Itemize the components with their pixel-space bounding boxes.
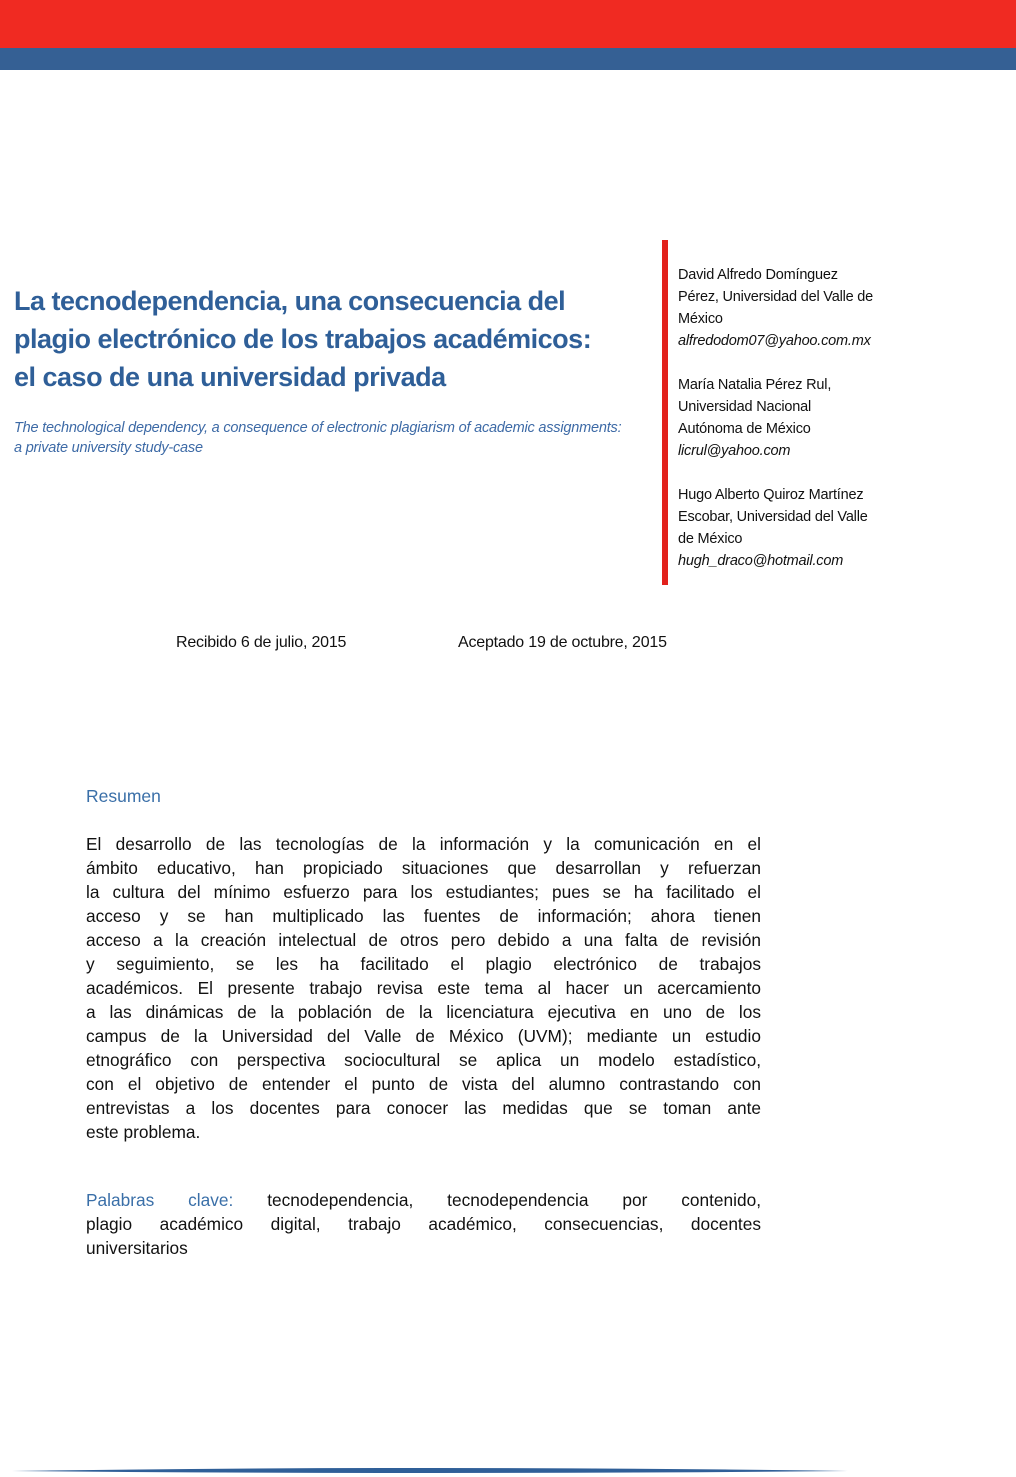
- author-line: México: [678, 311, 723, 327]
- keywords-text: tecnodependencia, tecnodependencia por contenido,: [233, 1190, 761, 1210]
- abstract-line: con el objetivo de entender el punto de vista del alumno contrastando con: [86, 1074, 761, 1094]
- footer-rule: [12, 1464, 848, 1476]
- article-title-line: plagio electrónico de los trabajos académicos:: [14, 324, 592, 354]
- english-title-line: a private university study-case: [14, 440, 203, 456]
- english-title: [14, 418, 654, 458]
- author-line: Universidad Nacional: [678, 399, 812, 415]
- abstract-line: a las dinámicas de la población de la licenciatura ejecutiva en uno de los: [86, 1002, 761, 1022]
- abstract-line: este problema.: [86, 1122, 201, 1142]
- author-entry: [678, 484, 918, 572]
- author-line: de México: [678, 531, 743, 547]
- header-blue-band: [0, 48, 1016, 70]
- author-line: Autónoma de México: [678, 421, 811, 437]
- author-email: hugh_draco@hotmail.com: [678, 553, 844, 569]
- keywords-label: Palabras clave:: [86, 1190, 234, 1210]
- author-line: Pérez, Universidad del Valle de: [678, 289, 874, 305]
- keywords-line: universitarios: [86, 1238, 188, 1258]
- keywords-block: [86, 1188, 761, 1260]
- article-title: [14, 282, 644, 396]
- abstract-line: etnográfico con perspectiva sociocultural se aplica un modelo estadístico,: [86, 1050, 761, 1070]
- abstract-line: académicos. El presente trabajo revisa este tema al hacer un acercamiento: [86, 978, 761, 998]
- article-title-line: el caso de una universidad privada: [14, 362, 446, 392]
- abstract-line: acceso y se han multiplicado las fuentes de información; ahora tienen: [86, 906, 761, 926]
- abstract-line: campus de la Universidad del Valle de México (UVM); mediante un estudio: [86, 1026, 761, 1046]
- accepted-date: Aceptado 19 de octubre, 2015: [458, 634, 667, 651]
- author-email: alfredodom07@yahoo.com.mx: [678, 333, 871, 349]
- abstract-line: El desarrollo de las tecnologías de la información y la comunicación en el: [86, 834, 761, 854]
- author-line: Escobar, Universidad del Valle: [678, 509, 868, 525]
- author-line: María Natalia Pérez Rul,: [678, 377, 832, 393]
- author-line: Hugo Alberto Quiroz Martínez: [678, 487, 864, 503]
- keywords-line: plagio académico digital, trabajo académico, consecuencias, docentes: [86, 1214, 761, 1234]
- abstract-line: acceso a la creación intelectual de otros pero debido a una falta de revisión: [86, 930, 761, 950]
- abstract-line: la cultura del mínimo esfuerzo para los estudiantes; pues se ha facilitado el: [86, 882, 761, 902]
- abstract-body: [86, 832, 761, 1144]
- received-date: Recibido 6 de julio, 2015: [176, 634, 347, 651]
- author-line: David Alfredo Domínguez: [678, 267, 838, 283]
- article-title-line: La tecnodependencia, una consecuencia del: [14, 286, 566, 316]
- author-list: [678, 264, 918, 594]
- abstract-heading: Resumen: [86, 786, 161, 806]
- english-title-line: The technological dependency, a consequence of electronic plagiarism of academic assignments:: [14, 420, 622, 436]
- author-entry: [678, 374, 918, 462]
- header-red-band: [0, 0, 1016, 48]
- abstract-line: ámbito educativo, han propiciado situaciones que desarrollan y refuerzan: [86, 858, 761, 878]
- author-divider-bar: [662, 240, 668, 585]
- abstract-line: y seguimiento, se les ha facilitado el plagio electrónico de trabajos: [86, 954, 761, 974]
- author-entry: [678, 264, 918, 352]
- keywords-line: [86, 1188, 761, 1212]
- author-email: licrul@yahoo.com: [678, 443, 791, 459]
- abstract-line: entrevistas a los docentes para conocer las medidas que se toman ante: [86, 1098, 761, 1118]
